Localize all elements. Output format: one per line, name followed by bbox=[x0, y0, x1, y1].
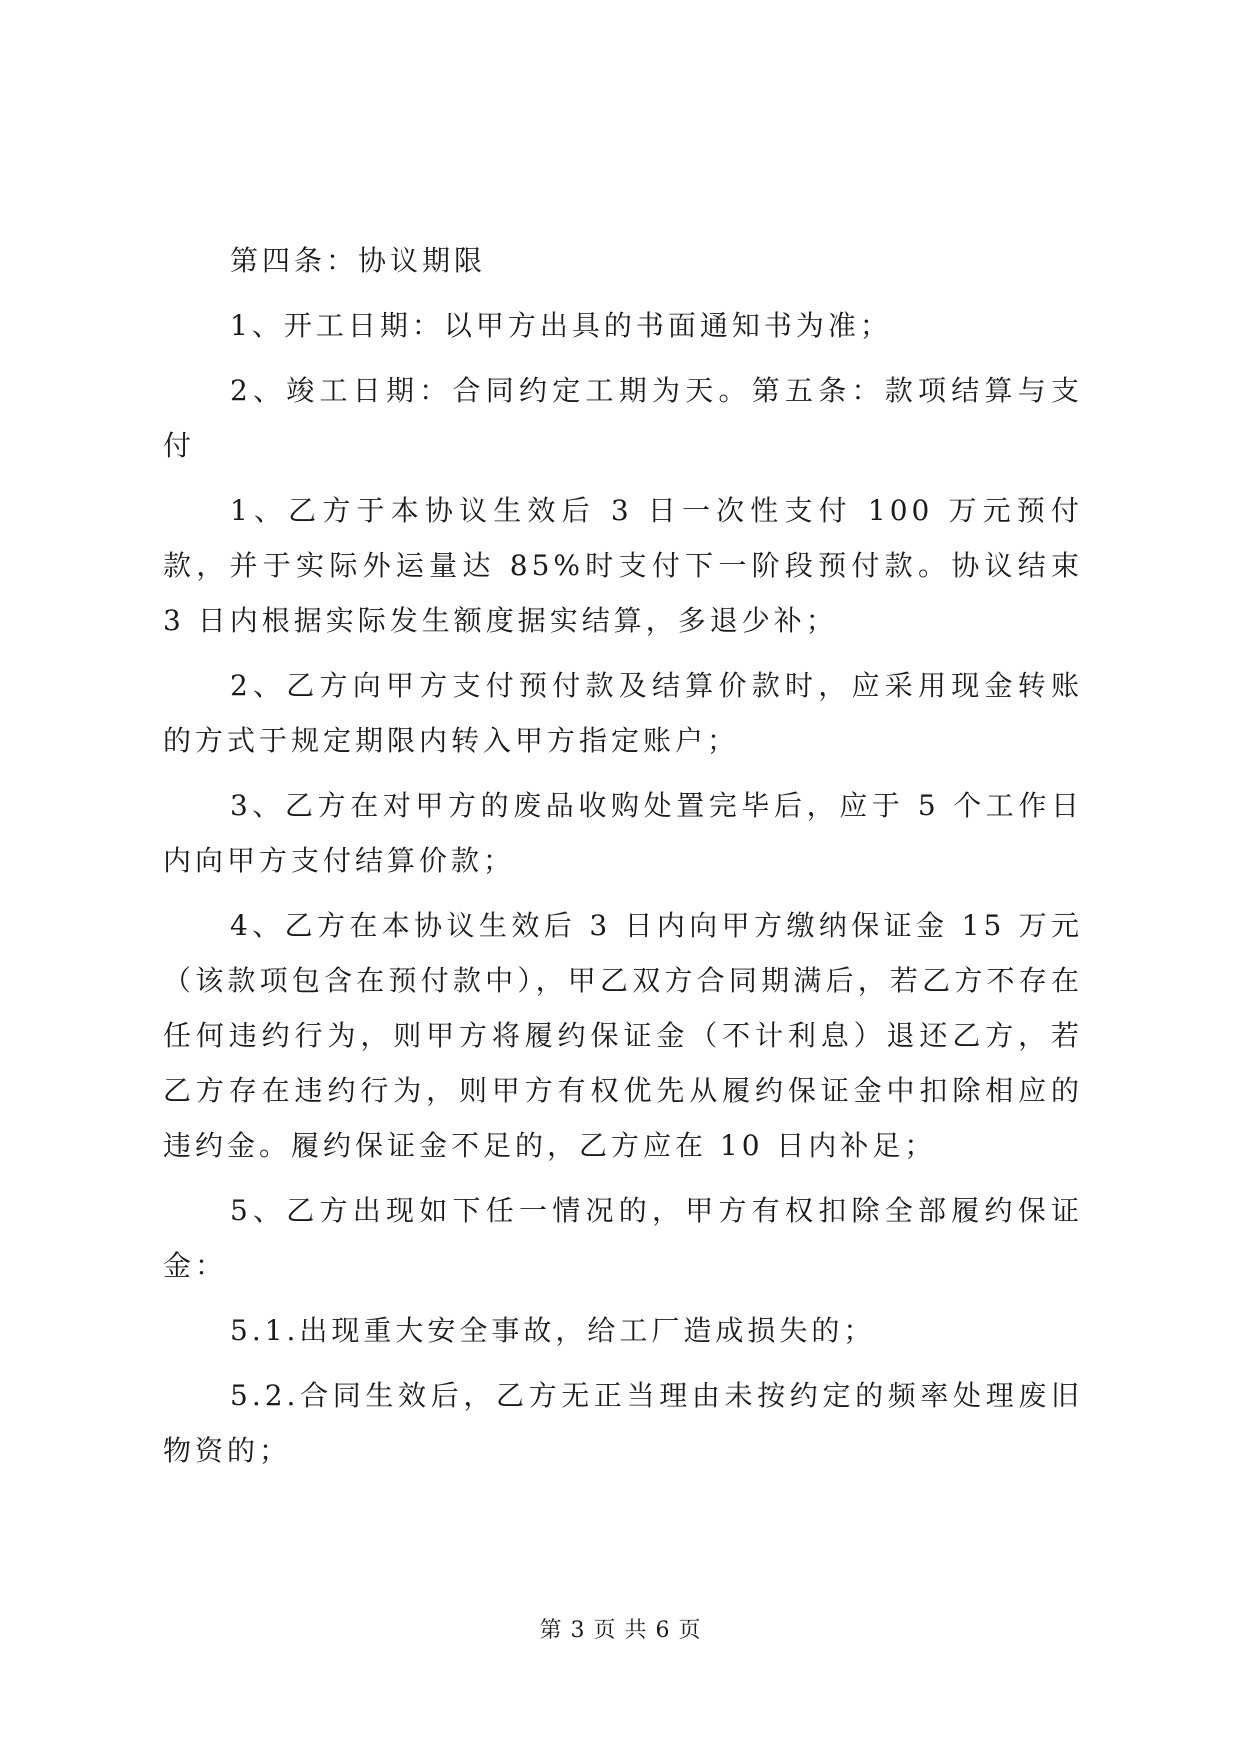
payment-clause-5: 5、乙方出现如下任一情况的，甲方有权扣除全部履约保证金： bbox=[163, 1194, 1083, 1282]
article-4-heading: 第四条：协议期限 bbox=[230, 244, 487, 277]
payment-clause-3: 3、乙方在对甲方的废品收购处置完毕后，应于 5 个工作日内向甲方支付结算价款； bbox=[163, 789, 1083, 877]
completion-date-clause: 2、竣工日期：合同约定工期为天。第五条：款项结算与支付 bbox=[163, 374, 1083, 462]
start-date-clause: 1、开工日期：以甲方出具的书面通知书为准； bbox=[230, 309, 892, 342]
payment-clause-4: 4、乙方在本协议生效后 3 日内向甲方缴纳保证金 15 万元（该款项包含在预付款中），甲乙双方合同期满后，若乙方不存在任何违约行为，则甲方将履约保证金（不计利息）退还乙方，若乙方存在违约行为，则甲方有权优先从履约保证金中扣除相应的违约金。履约保证金不足的，乙方应在 10 日内补足； bbox=[163, 909, 1083, 1162]
sub-clause-5-2: 5.2.合同生效后，乙方无正当理由未按约定的频率处理废旧物资的； bbox=[163, 1379, 1083, 1467]
payment-clause-1: 1、乙方于本协议生效后 3 日一次性支付 100 万元预付款，并于实际外运量达 85%时支付下一阶段预付款。协议结束 3 日内根据实际发生额度据实结算，多退少补； bbox=[163, 494, 1083, 637]
page-footer: 第 3 页 共 6 页 bbox=[539, 1618, 702, 1643]
sub-clause-5-1: 5.1.出现重大安全事故，给工厂造成损失的； bbox=[230, 1314, 876, 1347]
payment-clause-2: 2、乙方向甲方支付预付款及结算价款时，应采用现金转账的方式于规定期限内转入甲方指定账户； bbox=[163, 669, 1083, 757]
document-body bbox=[163, 233, 1083, 1488]
